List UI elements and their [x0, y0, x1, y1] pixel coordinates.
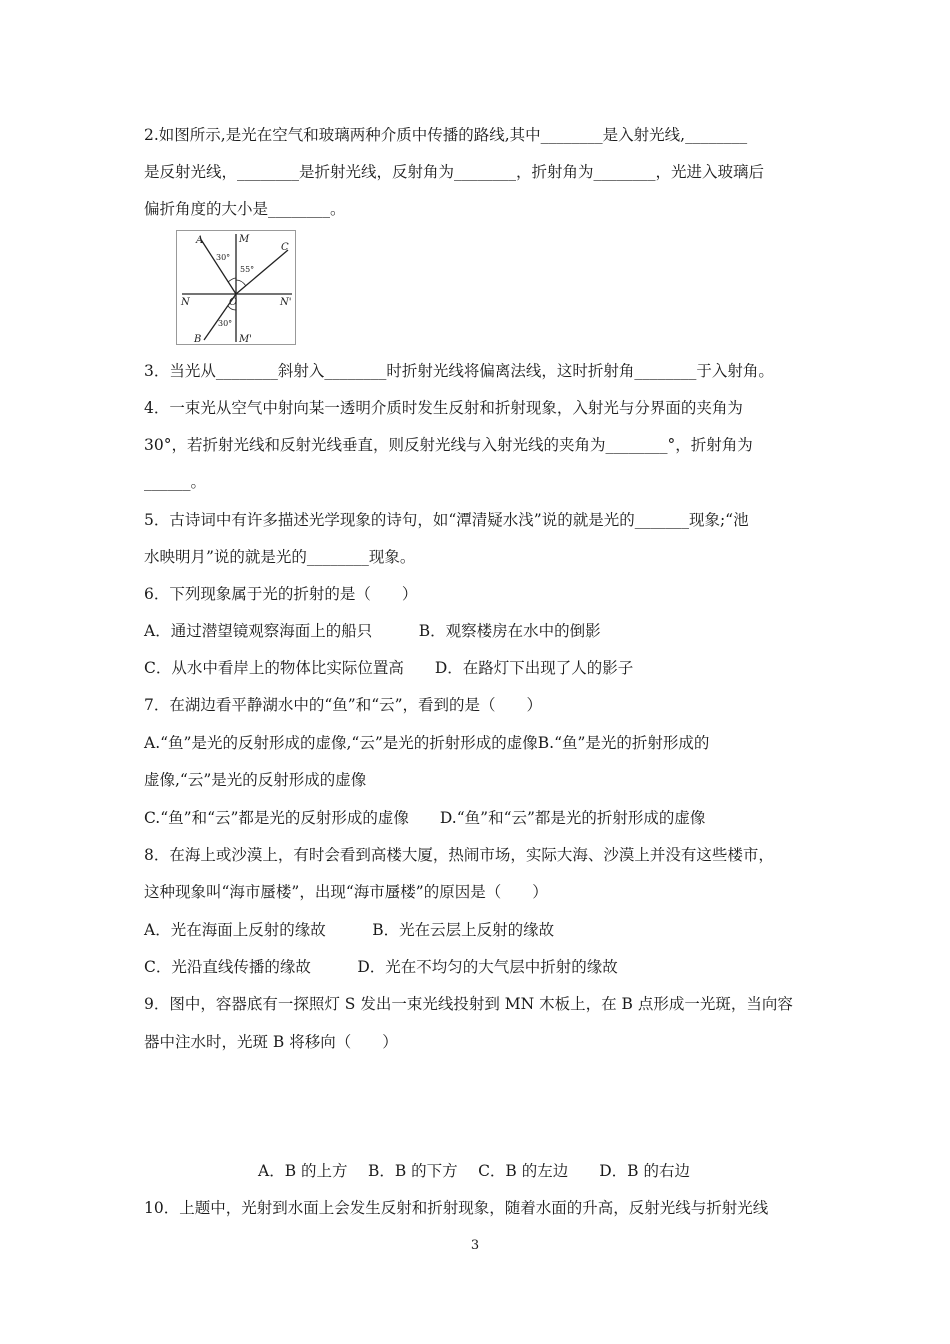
q2-line-2: 是反射光线，________是折射光线，反射角为________，折射角为________，光进入玻璃后	[144, 163, 765, 181]
label-o: O	[229, 297, 238, 308]
q6-options-line-1: A．通过潜望镜观察海面上的船只 B．观察楼房在水中的倒影	[144, 622, 601, 640]
q7-line-3: C.“鱼”和“云”都是光的反射形成的虚像 D.“鱼”和“云”都是光的折射形成的虚像	[144, 809, 706, 827]
page-number: 3	[470, 1238, 480, 1253]
q10-line-1: 10．上题中，光射到水面上会发生反射和折射现象，随着水面的升高，反射光线与折射光线	[144, 1199, 769, 1217]
q8-line-2: 这种现象叫“海市蜃楼”，出现“海市蜃楼”的原因是（ ）	[144, 883, 548, 901]
q9-line-1: 9．图中，容器底有一探照灯 S 发出一束光线投射到 MN 木板上，在 B 点形成一光斑，当向容	[144, 995, 793, 1013]
label-m: M	[239, 234, 250, 245]
q2-line-3: 偏折角度的大小是________。	[144, 200, 346, 218]
q8-line-1: 8．在海上或沙漠上，有时会看到高楼大厦，热闹市场，实际大海、沙漠上并没有这些楼市，	[144, 846, 774, 864]
angle-arc-top-left	[228, 278, 236, 282]
refraction-diagram	[176, 230, 296, 345]
q7-line-2: 虚像,“云”是光的反射形成的虚像	[144, 771, 367, 789]
label-a: A	[196, 235, 204, 246]
label-m-prime: M'	[239, 334, 252, 345]
angle-label-top-right: 55°	[240, 265, 255, 274]
label-b: B	[194, 334, 202, 345]
q2-line-1: 2.如图所示,是光在空气和玻璃两种介质中传播的路线,其中________是入射光线,________	[144, 126, 748, 144]
q9-options: A．B 的上方 B．B 的下方 C．B 的左边 D．B 的右边	[258, 1162, 690, 1180]
q7-line-1: A.“鱼”是光的反射形成的虚像,“云”是光的折射形成的虚像B.“鱼”是光的折射形成的	[144, 734, 710, 752]
q7-stem: 7．在湖边看平静湖水中的“鱼”和“云”，看到的是（ ）	[144, 696, 543, 714]
angle-arc-top-right	[236, 280, 246, 286]
q3-line-1: 3．当光从________斜射入________时折射光线将偏离法线，这时折射角________于入射角。	[144, 362, 774, 380]
q4-line-3: ______。	[144, 473, 207, 491]
q6-options-line-2: C．从水中看岸上的物体比实际位置高 D．在路灯下出现了人的影子	[144, 659, 634, 677]
ray-ao	[200, 238, 236, 294]
angle-label-top-left: 30°	[216, 253, 231, 262]
q4-line-2: 30°，若折射光线和反射光线垂直，则反射光线与入射光线的夹角为________°，折射角为	[144, 436, 753, 454]
q5-line-2: 水映明月”说的就是光的________现象。	[144, 548, 416, 566]
q6-stem: 6．下列现象属于光的折射的是（ ）	[144, 585, 418, 603]
refraction-figure	[176, 230, 296, 345]
label-n-prime: N'	[280, 297, 292, 308]
q8-options-line-1: A．光在海面上反射的缘故 B．光在云层上反射的缘故	[144, 921, 555, 939]
label-n: N	[181, 297, 190, 308]
q5-line-1: 5．古诗词中有许多描述光学现象的诗句，如“潭清疑水浅”说的就是光的_______现象;“池	[144, 511, 749, 529]
angle-label-bottom: 30°	[218, 319, 233, 328]
q8-options-line-2: C．光沿直线传播的缘故 D．光在不均匀的大气层中折射的缘故	[144, 958, 618, 976]
q4-line-1: 4．一束光从空气中射向某一透明介质时发生反射和折射现象，入射光与分界面的夹角为	[144, 399, 743, 417]
q9-line-2: 器中注水时，光斑 B 将移向（ ）	[144, 1033, 398, 1051]
label-c: C	[281, 242, 289, 253]
